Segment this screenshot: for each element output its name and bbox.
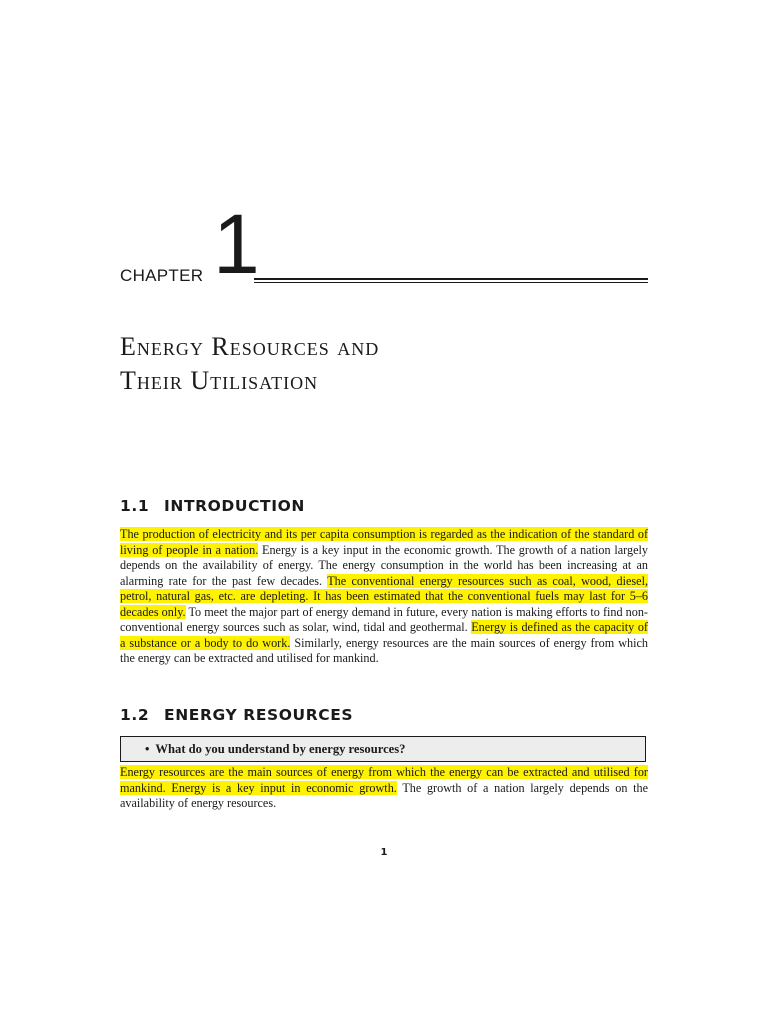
body-text: Energy is a key input in the economic growth. The growth of a nation largely depends on the availability of energy. The energy consumption in the world has been increasing at an alarming rate for the past few decades. [120, 542, 648, 588]
question-box [120, 736, 646, 762]
section-number: 1.2 [120, 706, 150, 724]
section-heading-energy-resources [120, 706, 353, 724]
chapter-heading [120, 197, 648, 292]
body-text: The growth of a nation largely depends on the availability of energy resources. [120, 780, 648, 810]
chapter-title-line-1: Energy Resources and [120, 332, 380, 361]
chapter-title [120, 330, 660, 398]
chapter-label: CHAPTER [120, 266, 204, 285]
highlighted-text: Energy is defined as the capacity of a substance or a body to do work. [120, 620, 648, 650]
introduction-paragraph [120, 527, 648, 667]
chapter-rule-thin [254, 282, 648, 283]
highlighted-text: The production of electricity and its per capita consumption is regarded as the indication of the standard of living of people in a nation. [120, 527, 648, 557]
body-text: To meet the major part of energy demand in future, every nation is making efforts to find non-conventional energy sources such as solar, wind, tidal and geothermal. [120, 604, 648, 634]
energy-resources-paragraph [120, 765, 648, 812]
highlighted-text: The conventional energy resources such as coal, wood, diesel, petrol, natural gas, etc. are depleting. It has been estimated that the conventional fuels may last for 5–6 decades only. [120, 573, 648, 619]
question-text: What do you understand by energy resources? [155, 742, 406, 756]
highlighted-text: Energy resources are the main sources of energy from which the energy can be extracted and utilised for mankind. Energy is a key input in economic growth. [120, 765, 648, 795]
page-number: 1 [380, 847, 388, 858]
chapter-title-line-2: Their Utilisation [120, 366, 319, 395]
section-heading-introduction [120, 497, 305, 515]
section-title: ENERGY RESOURCES [164, 706, 354, 724]
chapter-number: 1 [213, 197, 260, 291]
section-title: INTRODUCTION [164, 497, 305, 515]
body-text: Similarly, energy resources are the main sources of energy from which the energy can be extracted and utilised for mankind. [120, 635, 649, 665]
section-number: 1.1 [120, 497, 150, 515]
bullet-icon: • [145, 742, 150, 756]
chapter-rule [254, 278, 648, 280]
